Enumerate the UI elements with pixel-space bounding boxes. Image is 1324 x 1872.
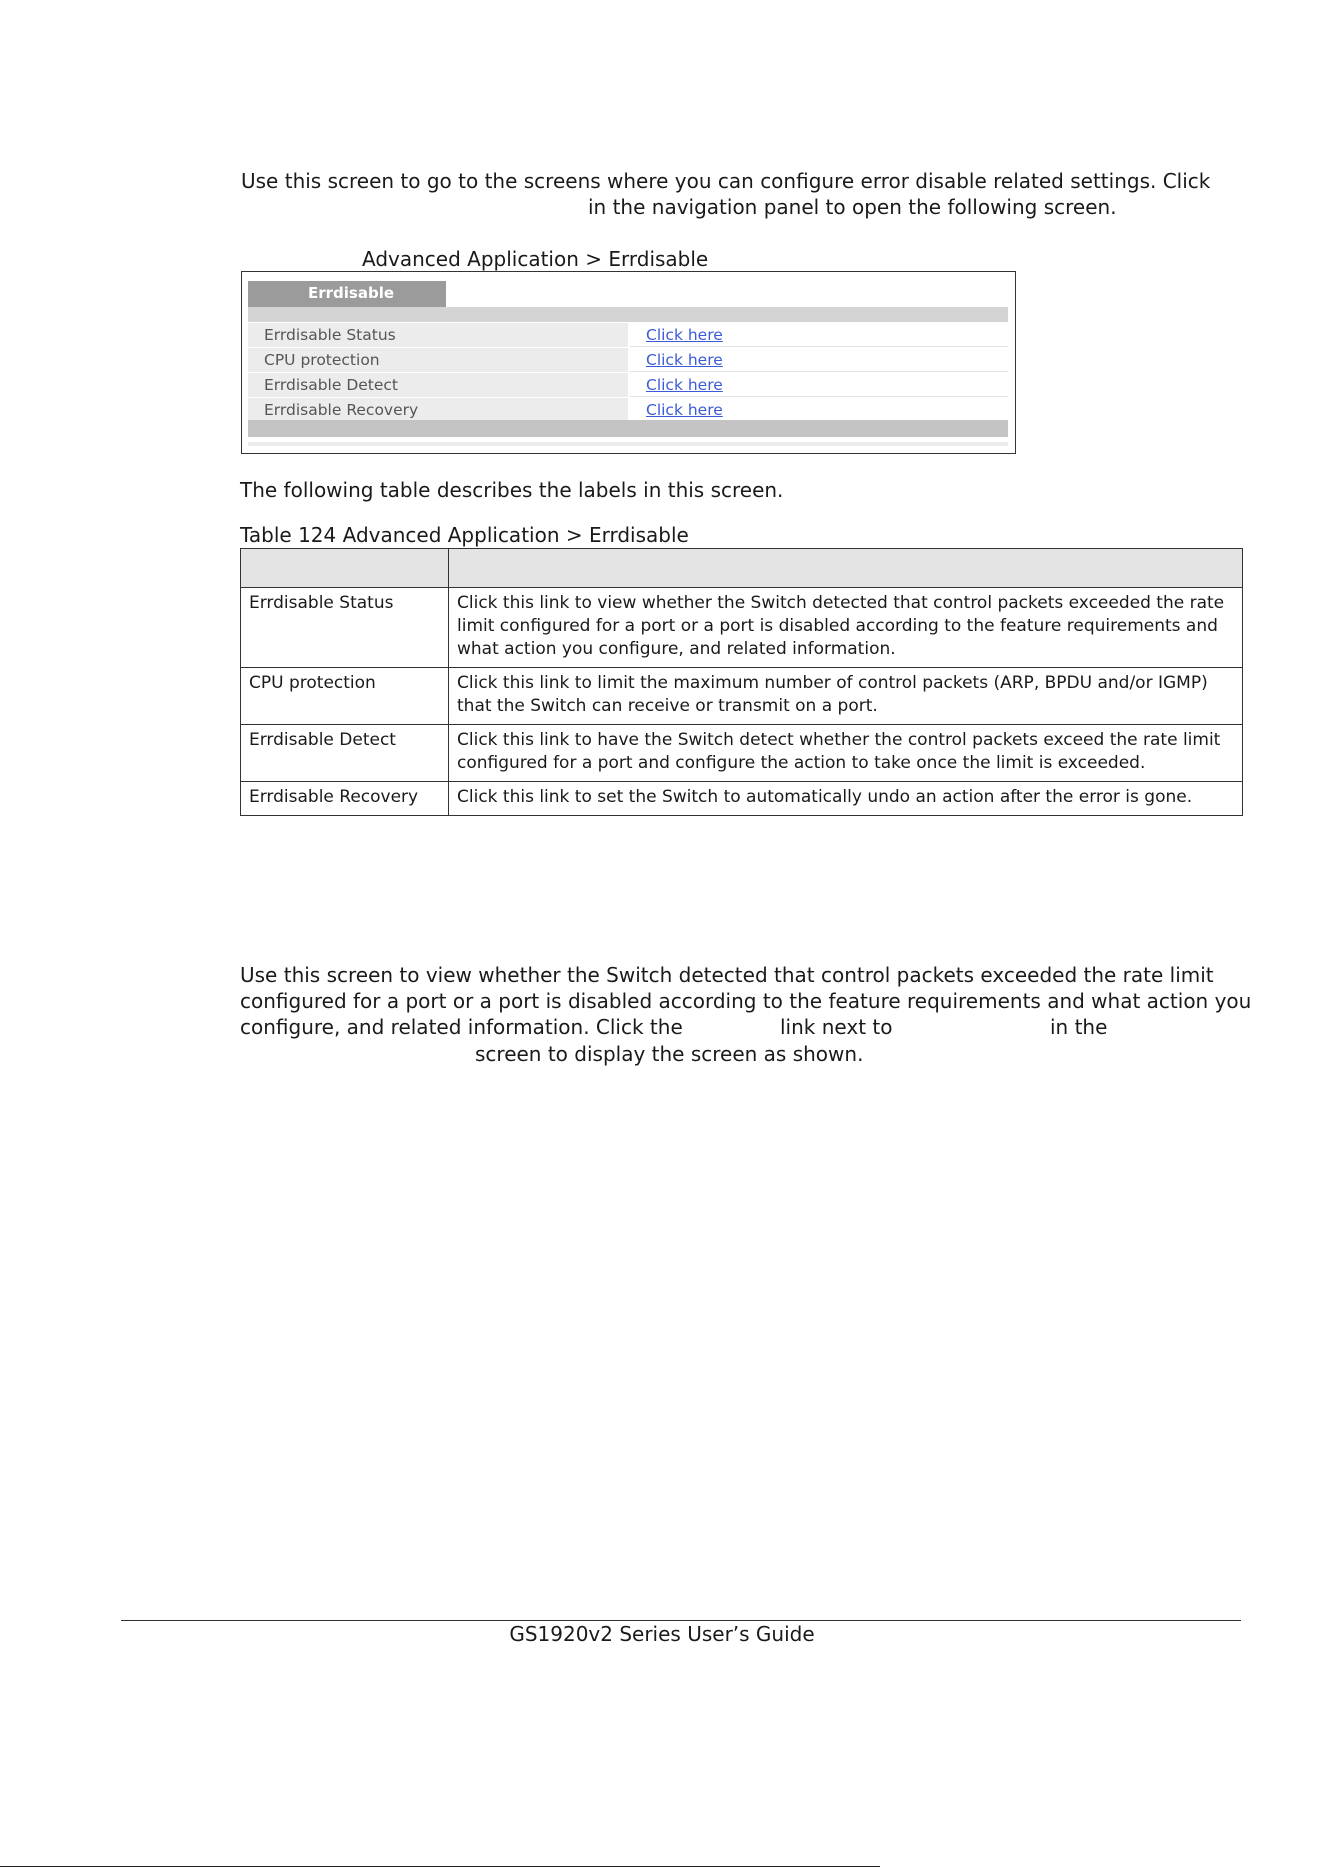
screen-tab <box>248 281 446 307</box>
header-description-cell <box>449 549 1243 588</box>
footer-rule <box>121 1620 1241 1621</box>
row-description <box>449 782 1243 816</box>
errdisable-status-link[interactable]: Click here <box>646 326 723 344</box>
table-caption: Table 124 Advanced Application > Errdisable <box>240 523 689 547</box>
row-label: Errdisable Status <box>264 326 396 344</box>
description-line: Click this link to have the Switch detect whether the control packets exceed the rate limit <box>457 730 1221 750</box>
table-row <box>241 668 1243 725</box>
row-label: CPU protection <box>264 351 380 369</box>
label-description-table <box>240 548 1243 816</box>
intro-line-1: Use this screen to go to the screens where you can configure error disable related settings. Click <box>241 169 1211 193</box>
description-line: Click this link to set the Switch to automatically undo an action after the error is gone. <box>457 787 1193 807</box>
description-line: that the Switch can receive or transmit on a port. <box>457 696 878 716</box>
description-line: limit configured for a port or a port is disabled according to the feature requirements and <box>457 616 1218 636</box>
figure-caption: Advanced Application > Errdisable <box>362 247 709 271</box>
section2-line-3b: link next to <box>780 1015 893 1039</box>
errdisable-recovery-link[interactable]: Click here <box>646 401 723 419</box>
settings-row <box>248 323 1008 348</box>
footer-band <box>248 420 1008 437</box>
row-label: Errdisable Status <box>241 588 449 668</box>
section2-line-1: Use this screen to view whether the Switch detected that control packets exceeded the rate limit <box>240 963 1214 987</box>
section2-line-4: screen to display the screen as shown. <box>475 1042 864 1066</box>
table-row <box>241 725 1243 782</box>
bottom-rule <box>0 1866 880 1867</box>
table-header-row <box>241 549 1243 588</box>
screen-tab-label: Errdisable <box>308 284 395 302</box>
intro-line-2: in the navigation panel to open the following screen. <box>588 195 1117 219</box>
table-row <box>241 588 1243 668</box>
settings-row <box>248 373 1008 398</box>
row-label: Errdisable Recovery <box>264 401 419 419</box>
footer-strip <box>248 442 1008 446</box>
row-label: Errdisable Detect <box>241 725 449 782</box>
errdisable-screenshot <box>241 271 1016 454</box>
row-label: Errdisable Recovery <box>241 782 449 816</box>
row-description <box>449 588 1243 668</box>
section2-line-3c: in the <box>1050 1015 1108 1039</box>
table-row <box>241 782 1243 816</box>
row-description <box>449 725 1243 782</box>
description-line: Click this link to limit the maximum number of control packets (ARP, BPDU and/or IGMP) <box>457 673 1208 693</box>
header-label-cell <box>241 549 449 588</box>
description-line: Click this link to view whether the Switch detected that control packets exceeded the rate <box>457 593 1225 613</box>
table-intro: The following table describes the labels in this screen. <box>240 478 784 502</box>
settings-row <box>248 348 1008 373</box>
row-label: Errdisable Detect <box>264 376 399 394</box>
page-footer: GS1920v2 Series User’s Guide <box>509 1622 815 1646</box>
cpu-protection-link[interactable]: Click here <box>646 351 723 369</box>
description-line: configured for a port and configure the action to take once the limit is exceeded. <box>457 753 1146 773</box>
description-line: what action you configure, and related information. <box>457 639 896 659</box>
row-description <box>449 668 1243 725</box>
errdisable-detect-link[interactable]: Click here <box>646 376 723 394</box>
row-label: CPU protection <box>241 668 449 725</box>
header-band <box>248 307 1008 322</box>
section2-line-3a: configure, and related information. Click the <box>240 1015 683 1039</box>
section2-line-2: configured for a port or a port is disabled according to the feature requirements and what action you <box>240 989 1252 1013</box>
